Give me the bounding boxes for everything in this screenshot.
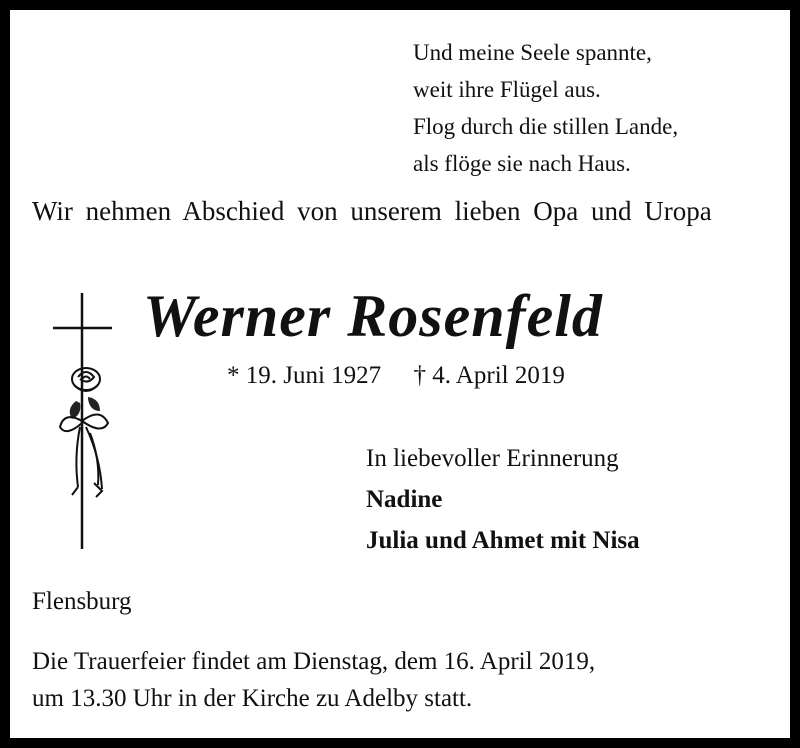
service-line: um 13.30 Uhr in der Kirche zu Adelby statt. <box>32 685 473 712</box>
city-name: Flensburg <box>32 588 132 615</box>
service-line: Die Trauerfeier findet am Dienstag, dem 16. April 2019, <box>32 648 596 675</box>
mourner-name: Nadine <box>366 486 443 513</box>
poem-line: Flog durch die stillen Lande, <box>413 114 679 139</box>
remembrance-heading: In liebevoller Erinnerung <box>366 445 619 472</box>
deceased-name: Werner Rosenfeld <box>143 283 603 349</box>
intro-text: Wir nehmen Abschied von unserem lieben Opa und Uropa <box>32 196 712 226</box>
death-date: † 4. April 2019 <box>413 362 565 389</box>
remembrance-block <box>366 438 640 561</box>
cross-with-rose-icon <box>48 293 128 557</box>
service-details <box>32 643 782 717</box>
poem-line: Und meine Seele spannte, <box>413 40 652 65</box>
poem <box>413 34 678 182</box>
poem-line: weit ihre Flügel aus. <box>413 77 601 102</box>
life-dates <box>227 362 565 390</box>
obituary-card <box>10 10 790 738</box>
birth-date: * 19. Juni 1927 <box>227 362 382 389</box>
poem-line: als flöge sie nach Haus. <box>413 151 631 176</box>
mourner-name: Julia und Ahmet mit Nisa <box>366 527 640 554</box>
